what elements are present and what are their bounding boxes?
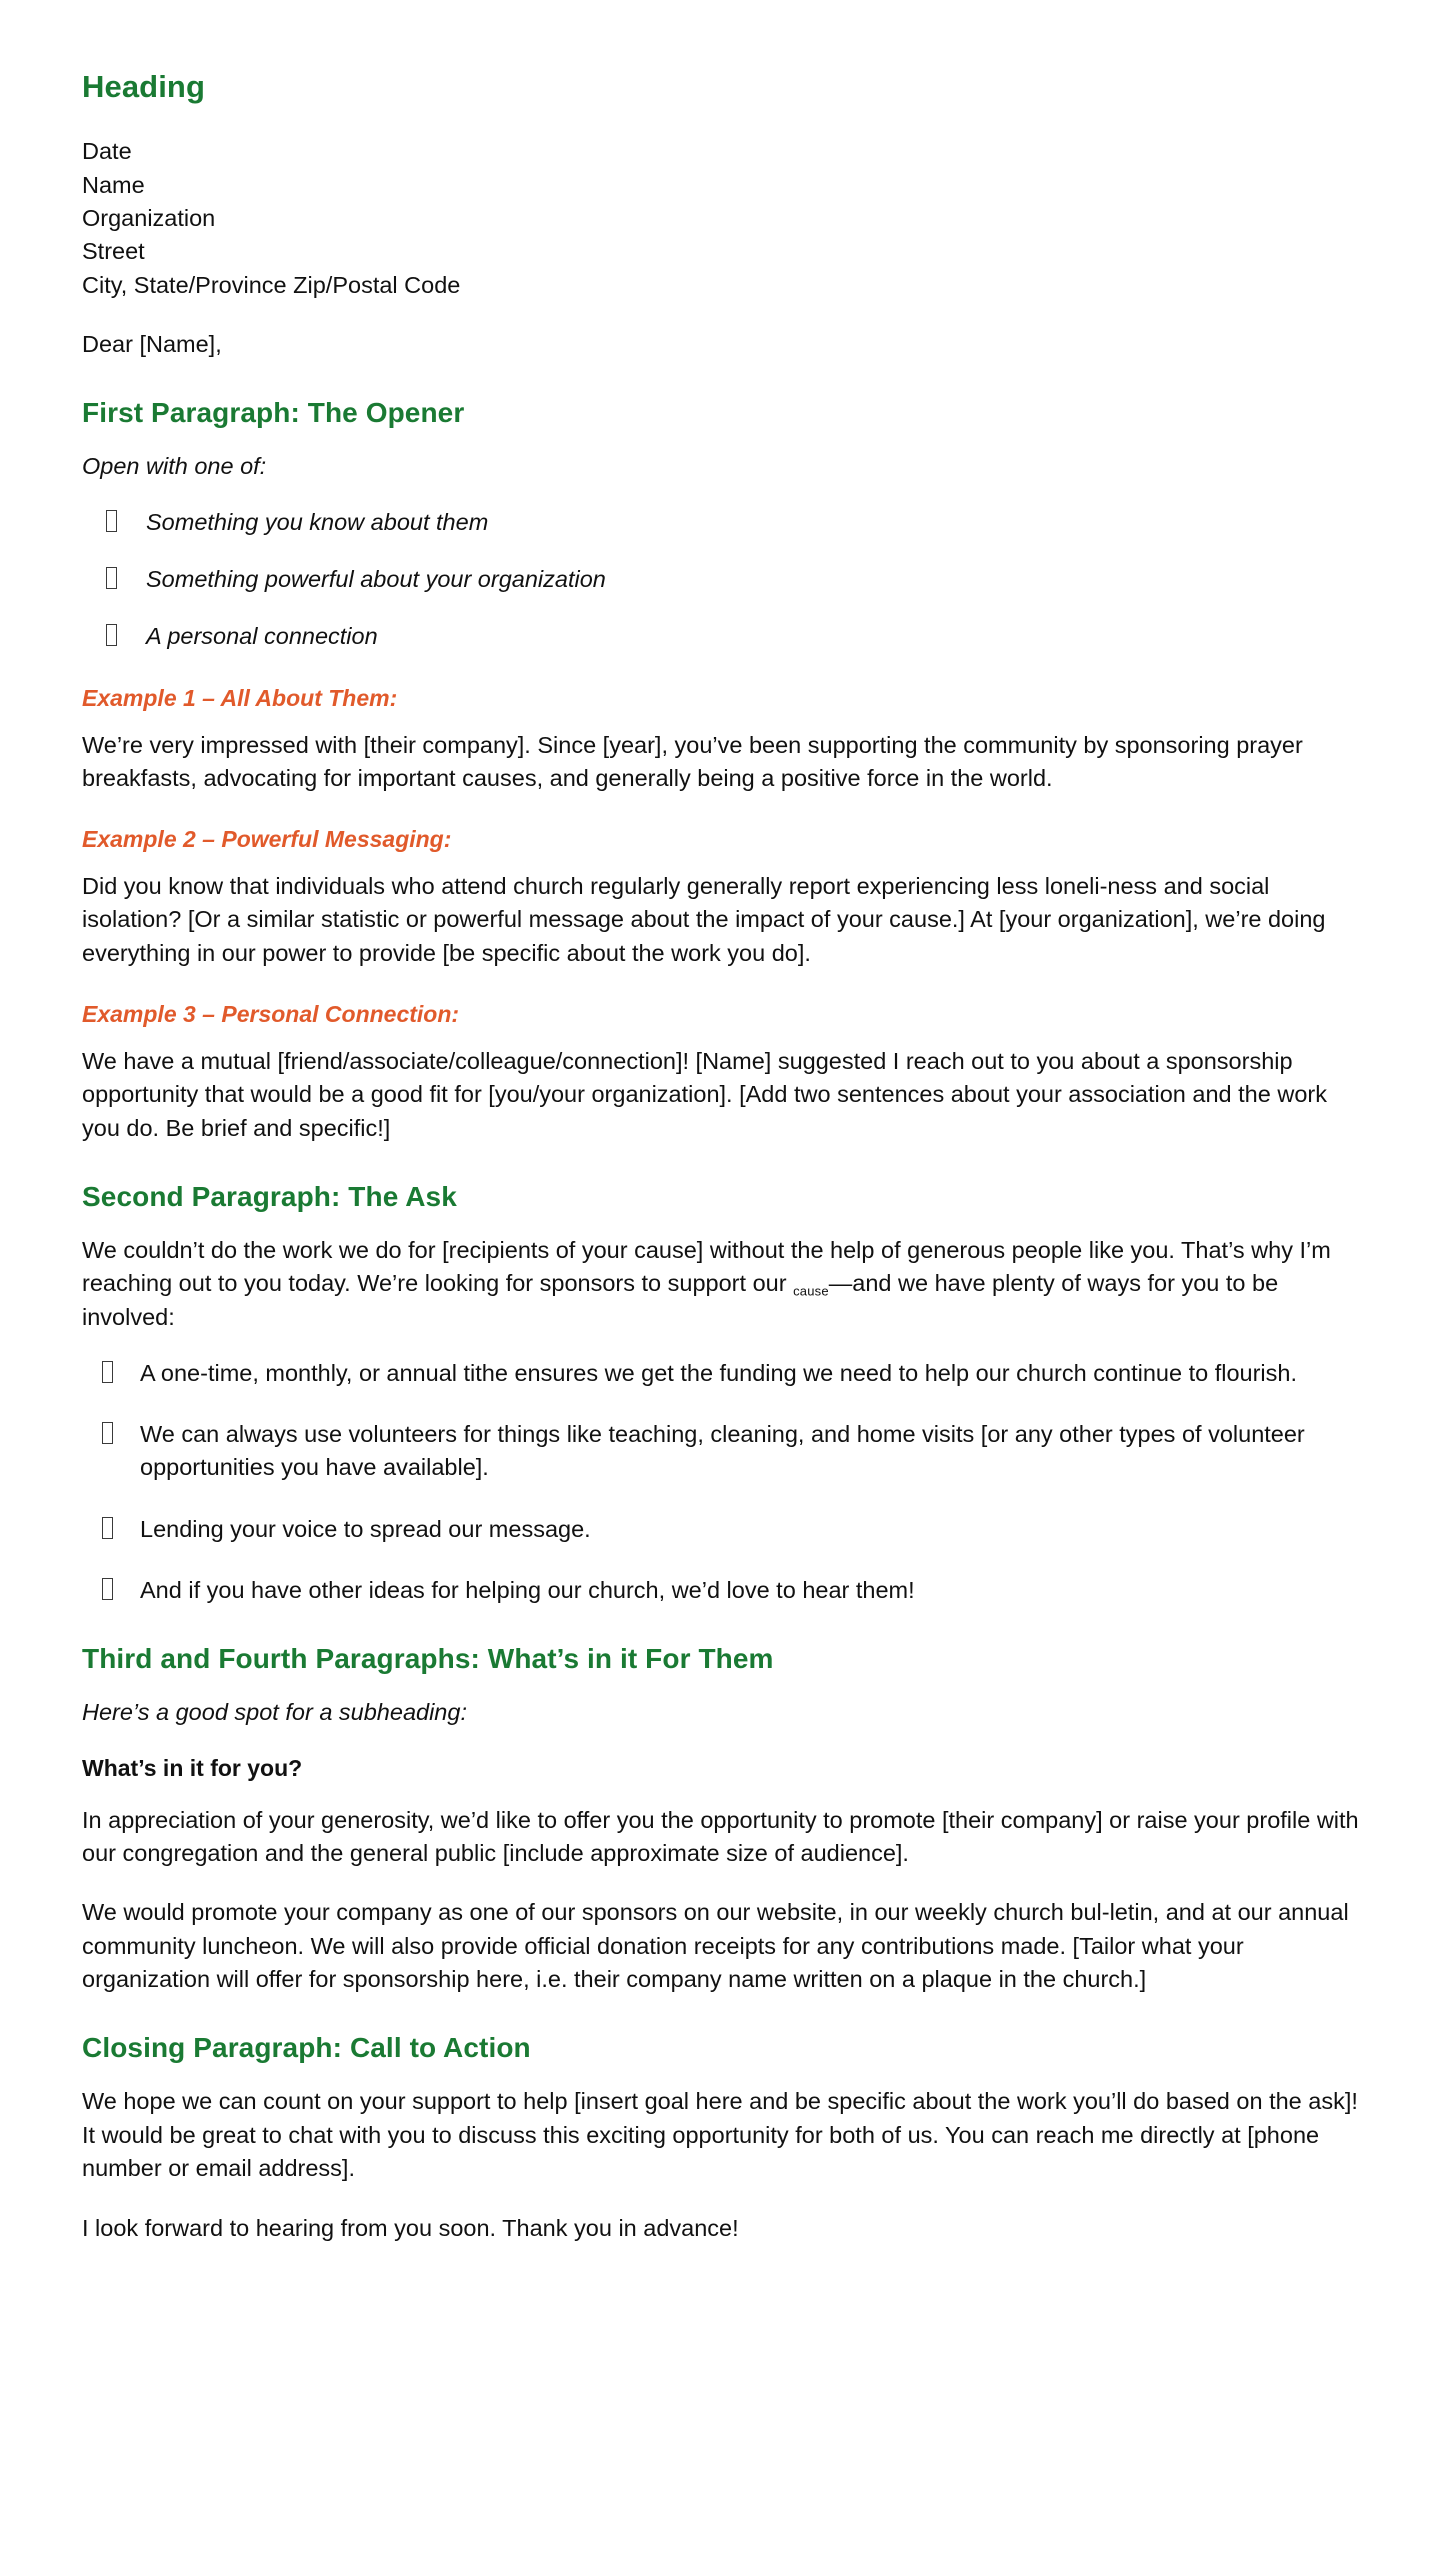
- list-item: [82, 1513, 1361, 1546]
- list-item: [82, 1418, 1361, 1485]
- section-heading-first-paragraph: First Paragraph: The Opener: [82, 397, 465, 429]
- list-item-label: Something you know about them: [146, 508, 489, 535]
- bullet-box-icon: [106, 624, 117, 646]
- example-2-heading: Example 2 – Powerful Messaging:: [82, 826, 452, 853]
- ask-options-list: [82, 1357, 1361, 1608]
- list-item-label: Something powerful about your organization: [146, 566, 606, 593]
- list-item-label: We can always use volunteers for things like teaching, cleaning, and home visits [or any other types of volunteer opportunities you have available].: [140, 1420, 1305, 1481]
- list-item: [82, 1574, 1361, 1607]
- section-heading-second-paragraph: Second Paragraph: The Ask: [82, 1180, 457, 1212]
- example-3-body: We have a mutual [friend/associate/colleague/connection]! [Name] suggested I reach out to you about a sponsorship opportunity that would be a good fit for [you/your organization]. [Add two sentences about your association and the work you do. Be brief and specific!]: [82, 1047, 1327, 1141]
- example-1-body: We’re very impressed with [their company]. Since [year], you’ve been supporting the community by sponsoring prayer breakfasts, advocating for important causes, and generally being a positive force in the world.: [82, 731, 1303, 791]
- bullet-box-icon: [106, 567, 117, 589]
- list-item: [82, 563, 1361, 596]
- address-line-street: Street: [82, 238, 145, 265]
- bullet-box-icon: [102, 1422, 113, 1444]
- address-line-city: City, State/Province Zip/Postal Code: [82, 271, 461, 298]
- list-item: [82, 506, 1361, 539]
- address-line-name: Name: [82, 171, 145, 198]
- list-item-label: Lending your voice to spread our message.: [140, 1515, 591, 1542]
- opener-intro: Open with one of:: [82, 453, 267, 480]
- fourth-paragraph-body: We would promote your company as one of our sponsors on our website, in our weekly church bul-letin, and at our annual community luncheon. We will also provide official donation receipts for any contributions made. [Tailor what your organization will offer for sponsorship here, i.e. their company name written on a plaque in the church.]: [82, 1899, 1349, 1993]
- list-item-label: And if you have other ideas for helping our church, we’d love to hear them!: [140, 1577, 915, 1604]
- ask-intro-paragraph: [82, 1234, 1361, 1335]
- address-line-organization: Organization: [82, 204, 216, 231]
- closing-sign-off: I look forward to hearing from you soon. Thank you in advance!: [82, 2214, 739, 2241]
- subheading-note: Here’s a good spot for a subheading:: [82, 1699, 467, 1726]
- opener-options-list: [82, 506, 1361, 654]
- whats-in-it-subheading: What’s in it for you?: [82, 1754, 303, 1781]
- bullet-box-icon: [102, 1517, 113, 1539]
- example-2-body: Did you know that individuals who attend church regularly generally report experiencing less loneli-ness and social isolation? [Or a similar statistic or powerful message about the impact of your cause.] At [your organization], we’re doing everything in our power to provide [be specific about the work you do].: [82, 873, 1326, 966]
- bullet-box-icon: [102, 1578, 113, 1600]
- example-1-heading: Example 1 – All About Them:: [82, 684, 398, 711]
- ask-intro-part-1: We couldn’t do the work we do for [recipients of your cause] without the help of generous people like you. That’s why I’m reaching out to you today. We’re looking for sponsors to support our: [82, 1236, 1331, 1297]
- address-block: [82, 135, 1361, 302]
- section-heading-closing-paragraph: Closing Paragraph: Call to Action: [82, 2032, 531, 2064]
- bullet-box-icon: [102, 1361, 113, 1383]
- ask-intro-subscript: cause: [793, 1283, 829, 1299]
- page-title: Heading: [82, 69, 205, 104]
- list-item: [82, 620, 1361, 653]
- list-item-label: A personal connection: [146, 623, 378, 650]
- address-line-date: Date: [82, 138, 132, 165]
- salutation: Dear [Name],: [82, 330, 222, 357]
- section-heading-third-fourth-paragraph: Third and Fourth Paragraphs: What’s in it For Them: [82, 1643, 774, 1675]
- ask-intro-part-2: —and we have plenty of ways for you to be involved:: [82, 1270, 1279, 1331]
- list-item-label: A one-time, monthly, or annual tithe ensures we get the funding we need to help our church continue to flourish.: [140, 1359, 1297, 1386]
- bullet-box-icon: [106, 510, 117, 532]
- example-3-heading: Example 3 – Personal Connection:: [82, 1001, 460, 1028]
- third-paragraph-body: In appreciation of your generosity, we’d like to offer you the opportunity to promote [their company] or raise your profile with our congregation and the general public [include approximate size of audience].: [82, 1806, 1359, 1867]
- list-item: [82, 1357, 1361, 1390]
- closing-paragraph-body: We hope we can count on your support to help [insert goal here and be specific about the work you’ll do based on the ask]! It would be great to chat with you to discuss this exciting opportunity for both of us. You can reach me directly at [phone number or email address].: [82, 2088, 1358, 2182]
